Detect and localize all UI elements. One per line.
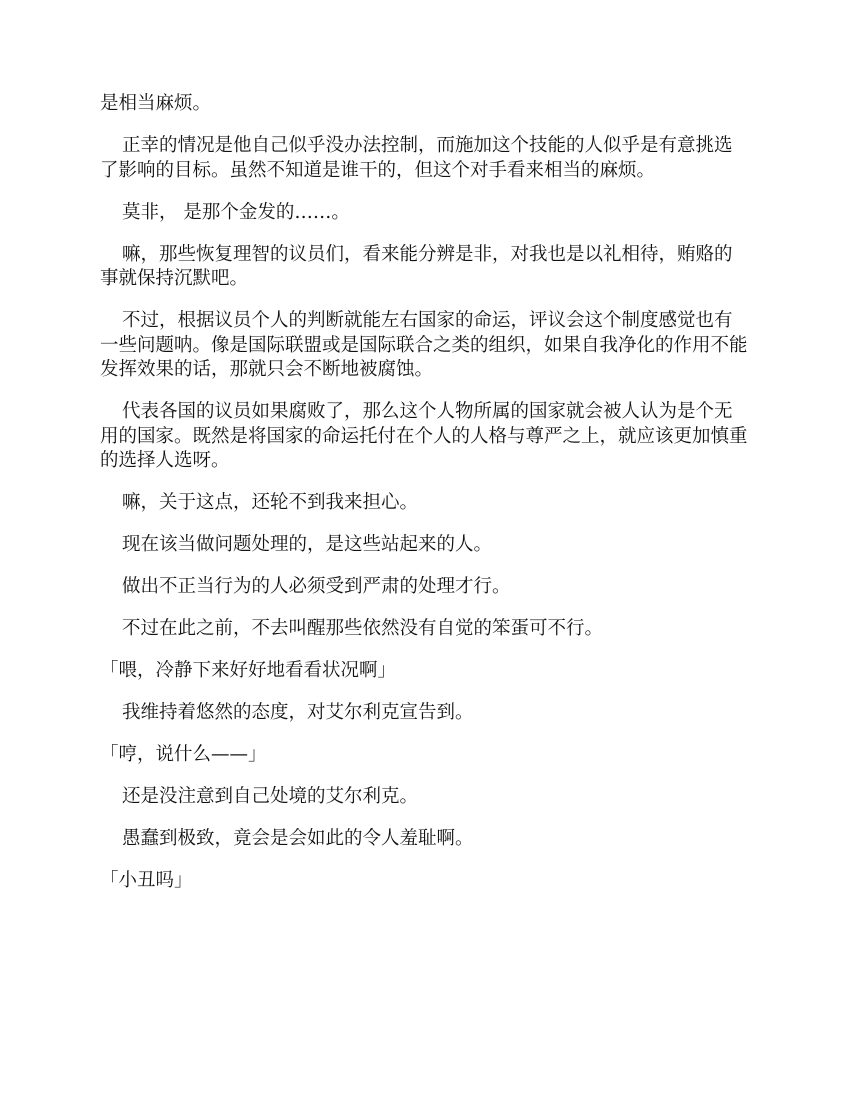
paragraph: 代表各国的议员如果腐败了，那么这个人物所属的国家就会被人认为是个无用的国家。既然是将国家的命运托付在个人的人格与尊严之上，就应该更加慎重的选择人选呀。 <box>100 401 748 471</box>
paragraph: 还是没注意到自己处境的艾尔利克。 <box>122 786 419 807</box>
paragraph: 嘛，那些恢复理智的议员们，看来能分辨是非，对我也是以礼相待，贿赂的事就保持沉默吧。 <box>100 243 733 289</box>
paragraph: 不过在此之前，不去叫醒那些依然没有自觉的笨蛋可不行。 <box>122 618 604 639</box>
paragraph: 不过，根据议员个人的判断就能左右国家的命运，评议会这个制度感觉也有一些问题呐。像是国际联盟或是国际联合之类的组织，如果自我净化的作用不能发挥效果的话，那就只会不断地被腐蚀。 <box>100 310 748 380</box>
text-body <box>100 92 750 911</box>
paragraph: 嘛，关于这点，还轮不到我来担心。 <box>122 492 419 513</box>
paragraph: 我维持着悠然的态度，对艾尔利克宣告到。 <box>122 702 474 723</box>
dialogue-line: 「小丑吗」 <box>100 870 193 891</box>
dialogue-line: 「喂，冷静下来好好地看看状况啊」 <box>100 660 397 681</box>
paragraph: 正幸的情况是他自己似乎没办法控制，而施加这个技能的人似乎是有意挑选了影响的目标。虽然不知道是谁干的，但这个对手看来相当的麻烦。 <box>100 135 733 181</box>
paragraph: 莫非， 是那个金发的……。 <box>122 201 350 223</box>
paragraph-continuation: 是相当麻烦。 <box>100 93 212 114</box>
paragraph: 做出不正当行为的人必须受到严肃的处理才行。 <box>122 576 511 597</box>
paragraph: 现在该当做问题处理的，是这些站起来的人。 <box>122 534 493 555</box>
dialogue-line: 「哼，说什么——」 <box>100 744 267 765</box>
paragraph: 愚蠢到极致，竟会是会如此的令人羞耻啊。 <box>122 828 474 849</box>
